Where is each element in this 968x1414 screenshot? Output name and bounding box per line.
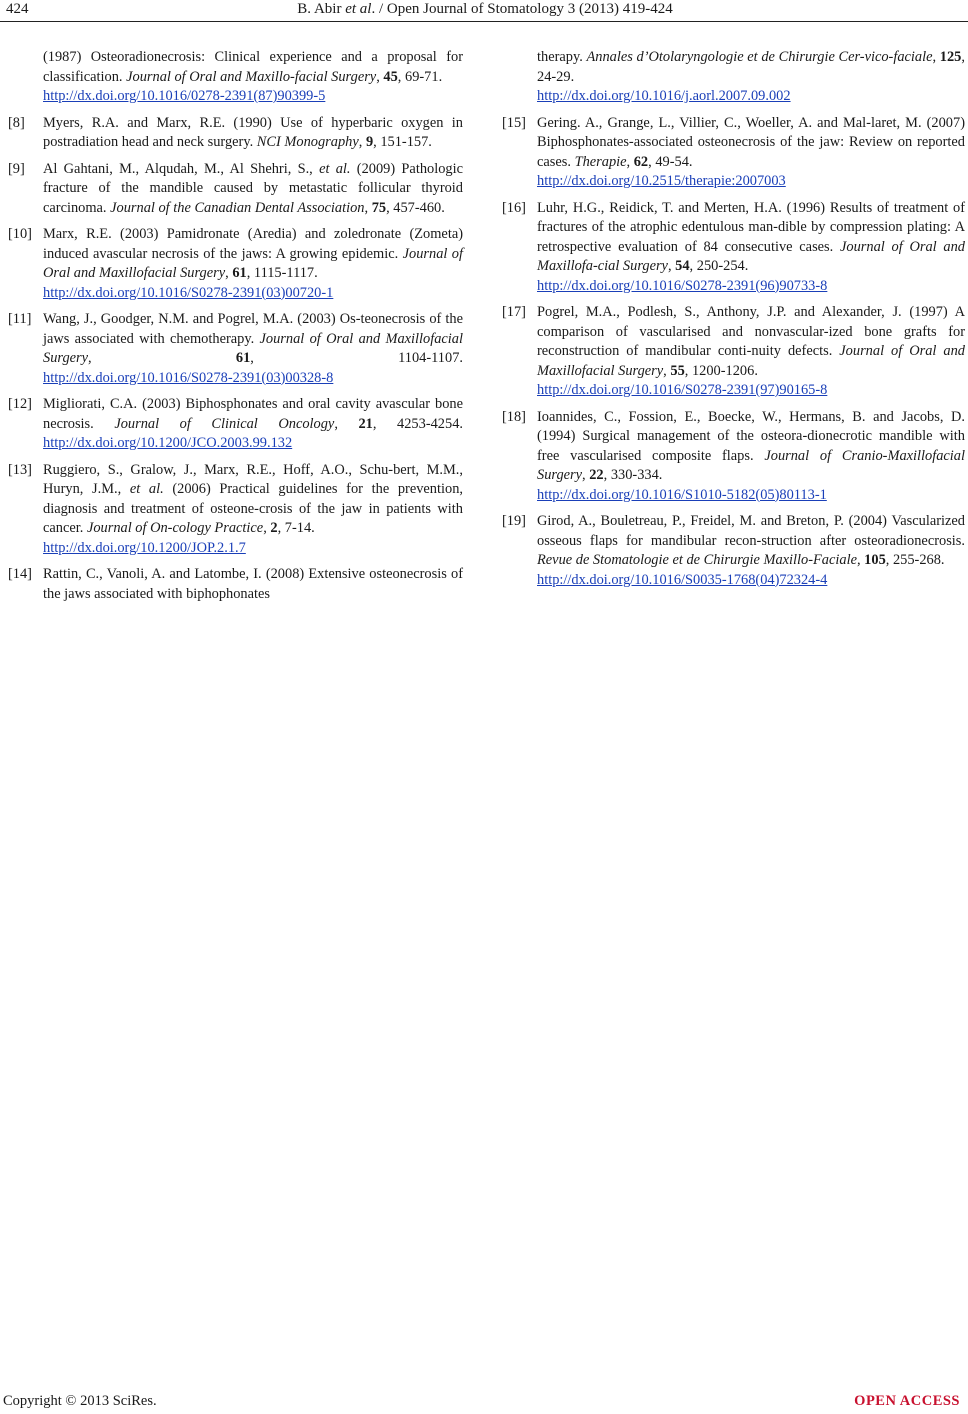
doi-link[interactable]: http://dx.doi.org/10.1016/S0278-2391(03)00720-1 <box>43 284 334 301</box>
open-access-label: OPEN ACCESS <box>854 1393 960 1409</box>
page-footer <box>0 1390 968 1414</box>
left-column <box>8 48 463 611</box>
copyright-notice: Copyright © 2013 SciRes. <box>3 1393 157 1409</box>
reference-number: [17] <box>502 304 526 320</box>
reference-16: [16] Luhr, H.G., Reidick, T. and Merten, H.A. (1996) Results of treatment of fractures of the atrophic edentulous man-dible by compression plating: A retrospective evaluation of 84 consecutive cases. Journal of Oral and Maxillofa-cial Surgery, 54, 250-254. http://dx.doi.org/10.1016/S0278-2391(96)90733-8 <box>502 199 965 297</box>
running-title: B. Abir et al. / Open Journal of Stomatology 3 (2013) 419-424 <box>297 1 673 17</box>
reference-number: [10] <box>8 226 32 242</box>
reference-number: [16] <box>502 199 526 216</box>
doi-link[interactable]: http://dx.doi.org/10.1016/S0278-2391(97)90165-8 <box>537 382 828 398</box>
reference-number: [19] <box>502 513 526 529</box>
reference-14-continued: therapy. Annales d’Otolaryngologie et de Chirurgie Cer-vico-faciale, 125, 24-29. http://dx.doi.org/10.1016/j.aorl.2007.09.002 <box>502 48 965 107</box>
doi-link[interactable]: http://dx.doi.org/10.1016/0278-2391(87)90399-5 <box>43 88 326 104</box>
doi-link[interactable]: http://dx.doi.org/10.1200/JOP.2.1.7 <box>43 539 246 556</box>
reference-7-continued: (1987) Osteoradionecrosis: Clinical experience and a proposal for classification. Journal of Oral and Maxillo-facial Surgery, 45, 69-71. http://dx.doi.org/10.1016/0278-2391(87)90399-5 <box>8 48 463 107</box>
reference-14: [14] Rattin, C., Vanoli, A. and Latombe, I. (2008) Extensive osteonecrosis of the jaws associated with biphophonates <box>8 566 463 602</box>
reference-number: [9] <box>8 160 25 177</box>
reference-18: [18] Ioannides, C., Fossion, E., Boecke, W., Hermans, B. and Jacobs, D. (1994) Surgical management of the osteora-dionecrotic mandible with free vascularised composite flaps. Journal of Cranio-Maxillofacial Surgery, 22, 330-334. http://dx.doi.org/10.1016/S1010-5182(05)80113-1 <box>502 408 965 506</box>
reference-number: [15] <box>502 114 526 131</box>
doi-link[interactable]: http://dx.doi.org/10.1016/S0035-1768(04)72324-4 <box>537 571 828 588</box>
reference-8: [8] Myers, R.A. and Marx, R.E. (1990) Use of hyperbaric oxygen in postradiation head and neck surgery. NCI Monography, 9, 151-157. <box>8 114 463 150</box>
reference-number: [8] <box>8 114 25 131</box>
reference-19: [19] Girod, A., Bouletreau, P., Freidel, M. and Breton, P. (2004) Vascularized osseous flaps for mandibular recon-struction after osteoradionecrosis. Revue de Stomatologie et de Chirurgie Maxillo-Faciale, 105, 255-268. http://dx.doi.org/10.1016/S0035-1768(04)72324-4 <box>502 512 965 590</box>
reference-13: [13] Ruggiero, S., Gralow, J., Marx, R.E., Hoff, A.O., Schu-bert, M.M., Huryn, J.M., et al. (2006) Practical guidelines for the prevention, diagnosis and treatment of osteone-crosis of the jaw in patients with cancer. Journal of On-cology Practice, 2, 7-14. http://dx.doi.org/10.1200/JOP.2.1.7 <box>8 461 463 559</box>
reference-number: [14] <box>8 566 32 582</box>
reference-17: [17] Pogrel, M.A., Podlesh, S., Anthony, J.P. and Alexander, J. (1997) A comparison of vascularised and nonvascular-ized bone grafts for reconstruction of mandibular conti-nuity defects. Journal of Oral and Maxillofacial Surgery, 55, 1200-1206. http://dx.doi.org/10.1016/S0278-2391(97)90165-8 <box>502 303 965 401</box>
doi-link[interactable]: http://dx.doi.org/10.1016/j.aorl.2007.09.002 <box>537 88 791 104</box>
reference-number: [18] <box>502 408 526 425</box>
doi-link[interactable]: http://dx.doi.org/10.1200/JCO.2003.99.132 <box>43 435 293 451</box>
reference-12: [12] Migliorati, C.A. (2003) Biphosphonates and oral cavity avascular bone necrosis. Journal of Clinical Oncology, 21, 4253-4254. http://dx.doi.org/10.1200/JCO.2003.99.132 <box>8 395 463 454</box>
right-column <box>502 48 965 597</box>
reference-number: [13] <box>8 461 32 478</box>
doi-link[interactable]: http://dx.doi.org/10.1016/S1010-5182(05)80113-1 <box>537 486 827 503</box>
reference-10: [10] Marx, R.E. (2003) Pamidronate (Aredia) and zoledronate (Zometa) induced avascular necrosis of the jaws: A growing epidemic. Journal of Oral and Maxillofacial Surgery, 61, 1115-1117. http://dx.doi.org/10.1016/S0278-2391(03)00720-1 <box>8 225 463 303</box>
doi-link[interactable]: http://dx.doi.org/10.1016/S0278-2391(96)90733-8 <box>537 277 828 294</box>
reference-9: [9] Al Gahtani, M., Alqudah, M., Al Shehri, S., et al. (2009) Pathologic fracture of the mandible caused by metastatic follicular thyroid carcinoma. Journal of the Canadian Dental Association, 75, 457-460. <box>8 160 463 216</box>
page-header <box>6 0 964 20</box>
page-number: 424 <box>6 1 29 17</box>
reference-number: [12] <box>8 396 32 412</box>
reference-15: [15] Gering. A., Grange, L., Villier, C., Woeller, A. and Mal-laret, M. (2007) Biphosphonates-associated osteonecrosis of the jaw: Review on reported cases. Therapie, 62, 49-54. http://dx.doi.org/10.2515/therapie:2007003 <box>502 114 965 192</box>
reference-number: [11] <box>8 311 32 327</box>
reference-11: [11] Wang, J., Goodger, N.M. and Pogrel, M.A. (2003) Os-teonecrosis of the jaws associated with chemotherapy. Journal of Oral and Maxillofacial Surgery, 61, 1104-1107. http://dx.doi.org/10.1016/S0278-2391(03)00328-8 <box>8 310 463 388</box>
header-divider <box>0 21 968 22</box>
doi-link[interactable]: http://dx.doi.org/10.1016/S0278-2391(03)00328-8 <box>43 369 334 386</box>
doi-link[interactable]: http://dx.doi.org/10.2515/therapie:2007003 <box>537 173 786 189</box>
